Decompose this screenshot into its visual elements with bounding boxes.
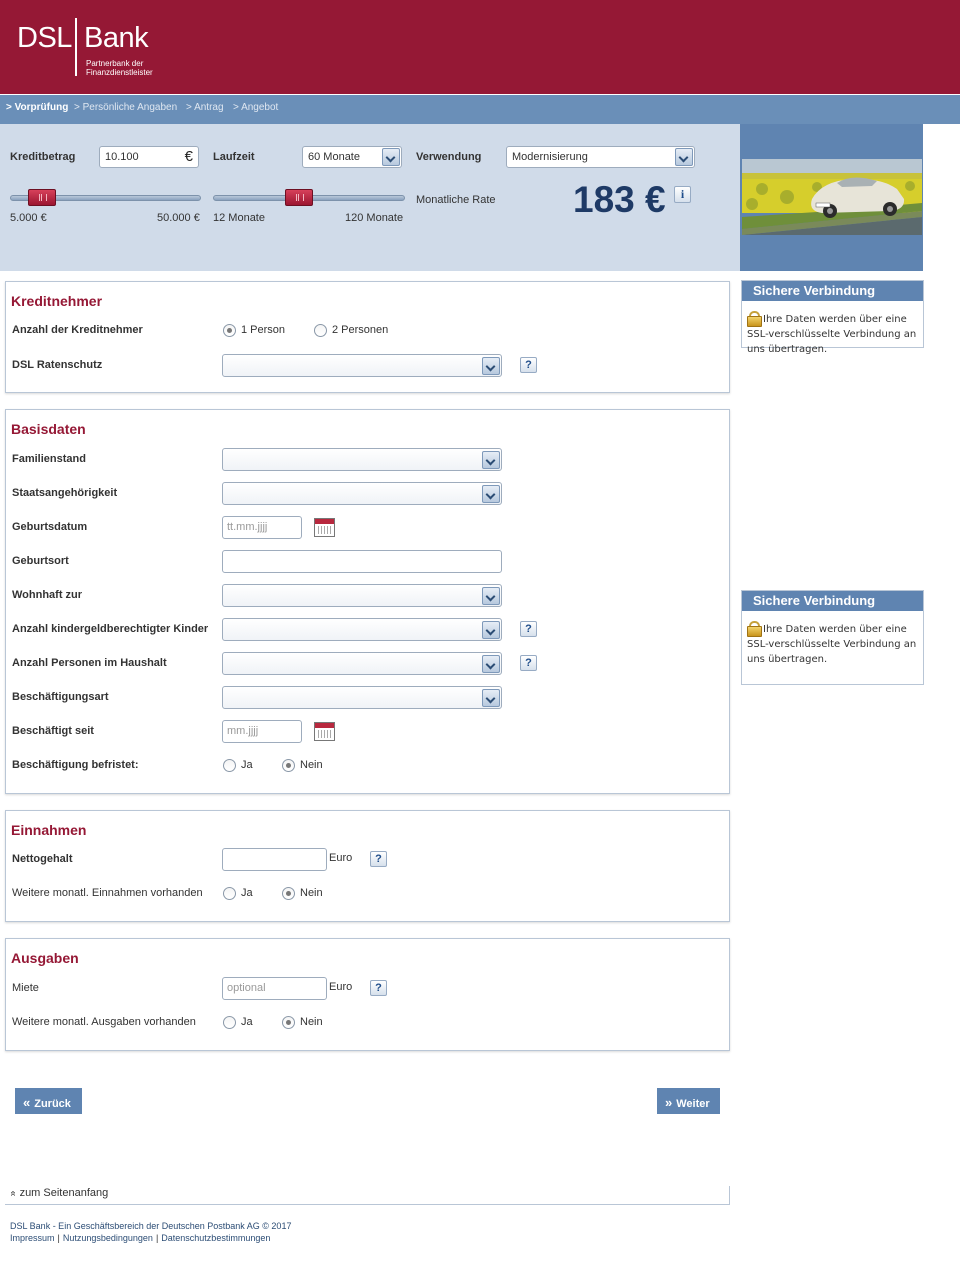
- verwendung-value: Modernisierung: [512, 151, 588, 163]
- monatliche-rate-label: Monatliche Rate: [416, 194, 496, 206]
- footer-separator: |: [57, 1233, 60, 1243]
- verwendung-label: Verwendung: [416, 151, 482, 163]
- impressum-link[interactable]: Impressum: [10, 1233, 55, 1243]
- ssl-box-title: Sichere Verbindung: [742, 281, 923, 301]
- ssl-box-text-wrap: [742, 611, 923, 675]
- back-button[interactable]: [15, 1088, 82, 1114]
- lock-icon: [747, 621, 760, 633]
- ssl-info-box-top: [741, 280, 924, 355]
- ssl-info-box: [741, 590, 924, 685]
- chevron-down-icon[interactable]: [675, 148, 693, 166]
- nutzungsbedingungen-link[interactable]: Nutzungsbedingungen: [62, 1233, 153, 1243]
- nettogehalt-label: Nettogehalt: [12, 853, 73, 865]
- chevron-down-icon[interactable]: [482, 621, 500, 639]
- radio-befristet-nein[interactable]: [282, 759, 295, 772]
- ratenschutz-label: DSL Ratenschutz: [12, 359, 103, 371]
- back-button-label: Zurück: [34, 1098, 71, 1110]
- miete-label: Miete: [12, 982, 39, 994]
- personen-haushalt-label: Anzahl Personen im Haushalt: [12, 657, 167, 669]
- kinder-select[interactable]: [222, 618, 502, 641]
- chevron-down-icon[interactable]: [382, 148, 400, 166]
- help-icon[interactable]: ?: [520, 655, 537, 671]
- section-ausgaben: [5, 938, 730, 1051]
- footer-links: [10, 1233, 270, 1243]
- monatliche-rate-value: 183 €: [573, 179, 666, 220]
- radio-ausgaben-nein-label[interactable]: Nein: [300, 1016, 323, 1028]
- radio-einnahmen-ja-label[interactable]: Ja: [241, 887, 253, 899]
- beschaeftigungsart-select[interactable]: [222, 686, 502, 709]
- radio-ausgaben-ja[interactable]: [223, 1016, 236, 1029]
- geburtsort-label: Geburtsort: [12, 555, 69, 567]
- radio-einnahmen-nein-label[interactable]: Nein: [300, 887, 323, 899]
- kreditbetrag-value: 10.100: [105, 151, 139, 163]
- step-antrag: > Antrag: [186, 102, 224, 113]
- help-icon[interactable]: ?: [370, 980, 387, 996]
- progress-breadcrumb: [0, 95, 960, 124]
- step-vorpruefung: > Vorprüfung: [6, 102, 69, 113]
- back-to-top-label: zum Seitenanfang: [19, 1187, 109, 1199]
- staatsangehoerigkeit-label: Staatsangehörigkeit: [12, 487, 118, 499]
- footer-divider: [5, 1204, 730, 1205]
- radio-ausgaben-nein[interactable]: [282, 1016, 295, 1029]
- logo-bank-text: Bank: [84, 22, 149, 54]
- kreditbetrag-min: 5.000 €: [10, 212, 47, 224]
- footer-divider-tick: [729, 1186, 730, 1205]
- logo-tagline: Partnerbank der Finanzdienstleister: [86, 59, 153, 77]
- chevron-down-icon[interactable]: [482, 689, 500, 707]
- radio-1-person-label[interactable]: 1 Person: [241, 324, 286, 336]
- next-button-label: Weiter: [676, 1098, 710, 1110]
- nettogehalt-input[interactable]: [222, 848, 327, 871]
- beschaeftigt-seit-input[interactable]: [222, 720, 302, 743]
- section-kreditnehmer: [5, 281, 730, 393]
- ratenschutz-select[interactable]: [222, 354, 502, 377]
- geburtsdatum-input[interactable]: [222, 516, 302, 539]
- section-einnahmen: [5, 810, 730, 922]
- back-to-top-link[interactable]: [7, 1187, 109, 1199]
- laufzeit-label: Laufzeit: [213, 151, 255, 163]
- kinder-label: Anzahl kindergeldberechtigter Kinder: [12, 623, 209, 635]
- miete-input[interactable]: [222, 977, 327, 1000]
- ssl-box-text-wrap: [742, 301, 923, 365]
- verwendung-select[interactable]: [506, 146, 695, 168]
- chevron-down-icon[interactable]: [482, 357, 500, 375]
- radio-2-personen[interactable]: [314, 324, 327, 337]
- calendar-icon[interactable]: [314, 518, 335, 537]
- beschaeftigungsart-label: Beschäftigungsart: [12, 691, 109, 703]
- miete-placeholder: optional: [227, 982, 266, 994]
- site-header: [0, 0, 960, 94]
- familienstand-select[interactable]: [222, 448, 502, 471]
- ssl-box-text: Ihre Daten werden über eine SSL-verschlüsselte Verbindung an uns übertragen.: [747, 624, 917, 665]
- footer-separator: |: [155, 1233, 159, 1243]
- chevron-down-icon[interactable]: [482, 451, 500, 469]
- lock-icon: [747, 311, 760, 323]
- help-icon[interactable]: ?: [370, 851, 387, 867]
- beschaeftigt-seit-placeholder: mm.jjjj: [227, 725, 259, 737]
- geburtsort-input[interactable]: [222, 550, 502, 573]
- section-title: Basisdaten: [11, 421, 86, 437]
- laufzeit-min: 12 Monate: [213, 212, 265, 224]
- anzahl-kreditnehmer-label: Anzahl der Kreditnehmer: [12, 324, 143, 336]
- radio-ausgaben-ja-label[interactable]: Ja: [241, 1016, 253, 1028]
- section-title: Kreditnehmer: [11, 293, 103, 309]
- section-title: Ausgaben: [11, 950, 79, 966]
- car-in-field-image: [742, 159, 922, 235]
- wohnhaft-select[interactable]: [222, 584, 502, 607]
- laufzeit-max: 120 Monate: [345, 212, 404, 224]
- footer-copyright: DSL Bank - Ein Geschäftsbereich der Deutschen Postbank AG © 2017: [10, 1221, 292, 1231]
- double-chevron-right-icon: »: [665, 1095, 673, 1110]
- kreditbetrag-slider-handle[interactable]: [28, 189, 56, 206]
- kreditbetrag-max: 50.000 €: [157, 212, 200, 224]
- laufzeit-value: 60 Monate: [308, 151, 360, 163]
- logo-dsl-text: DSL: [17, 22, 72, 54]
- credit-calculator: [0, 124, 740, 271]
- radio-befristet-ja-label[interactable]: Ja: [241, 759, 253, 771]
- radio-einnahmen-ja[interactable]: [223, 887, 236, 900]
- promo-image-panel: [740, 124, 923, 271]
- double-chevron-up-icon: «: [7, 1190, 19, 1197]
- laufzeit-slider-handle[interactable]: [285, 189, 313, 206]
- calendar-icon[interactable]: [314, 722, 335, 741]
- ssl-box-title: Sichere Verbindung: [742, 591, 923, 611]
- kreditbetrag-input[interactable]: [99, 146, 199, 168]
- step-persoenliche-angaben: > Persönliche Angaben: [74, 102, 178, 113]
- weitere-einnahmen-label: Weitere monatl. Einnahmen vorhanden: [12, 887, 203, 899]
- geburtsdatum-placeholder: tt.mm.jjjj: [227, 521, 268, 533]
- familienstand-label: Familienstand: [12, 453, 86, 465]
- chevron-down-icon[interactable]: [482, 587, 500, 605]
- personen-haushalt-select[interactable]: [222, 652, 502, 675]
- wohnhaft-label: Wohnhaft zur: [12, 589, 83, 601]
- section-title: Einnahmen: [11, 822, 87, 838]
- radio-einnahmen-nein[interactable]: [282, 887, 295, 900]
- weitere-ausgaben-label: Weitere monatl. Ausgaben vorhanden: [12, 1016, 196, 1028]
- radio-befristet-ja[interactable]: [223, 759, 236, 772]
- kreditbetrag-label: Kreditbetrag: [10, 151, 76, 163]
- datenschutz-link[interactable]: Datenschutzbestimmungen: [161, 1233, 271, 1243]
- help-icon[interactable]: ?: [520, 357, 537, 373]
- staatsangehoerigkeit-select[interactable]: [222, 482, 502, 505]
- chevron-down-icon[interactable]: [482, 485, 500, 503]
- next-button[interactable]: [657, 1088, 720, 1114]
- beschaeftigt-seit-label: Beschäftigt seit: [12, 725, 94, 737]
- befristet-label: Beschäftigung befristet:: [12, 759, 139, 771]
- geburtsdatum-label: Geburtsdatum: [12, 521, 88, 533]
- radio-2-personen-label[interactable]: 2 Personen: [332, 324, 389, 336]
- laufzeit-select[interactable]: [302, 146, 402, 168]
- section-basisdaten: [5, 409, 730, 794]
- chevron-down-icon[interactable]: [482, 655, 500, 673]
- help-icon[interactable]: ?: [520, 621, 537, 637]
- double-chevron-left-icon: «: [23, 1095, 31, 1110]
- logo-divider: [75, 18, 77, 76]
- euro-unit: Euro: [329, 852, 353, 864]
- radio-1-person[interactable]: [223, 324, 236, 337]
- euro-unit: Euro: [329, 981, 353, 993]
- info-icon[interactable]: i: [674, 186, 691, 203]
- radio-befristet-nein-label[interactable]: Nein: [300, 759, 323, 771]
- step-angebot: > Angebot: [233, 102, 279, 113]
- ssl-box-text: Ihre Daten werden über eine SSL-verschlüsselte Verbindung an uns übertragen.: [747, 314, 917, 355]
- euro-symbol: €: [184, 148, 193, 165]
